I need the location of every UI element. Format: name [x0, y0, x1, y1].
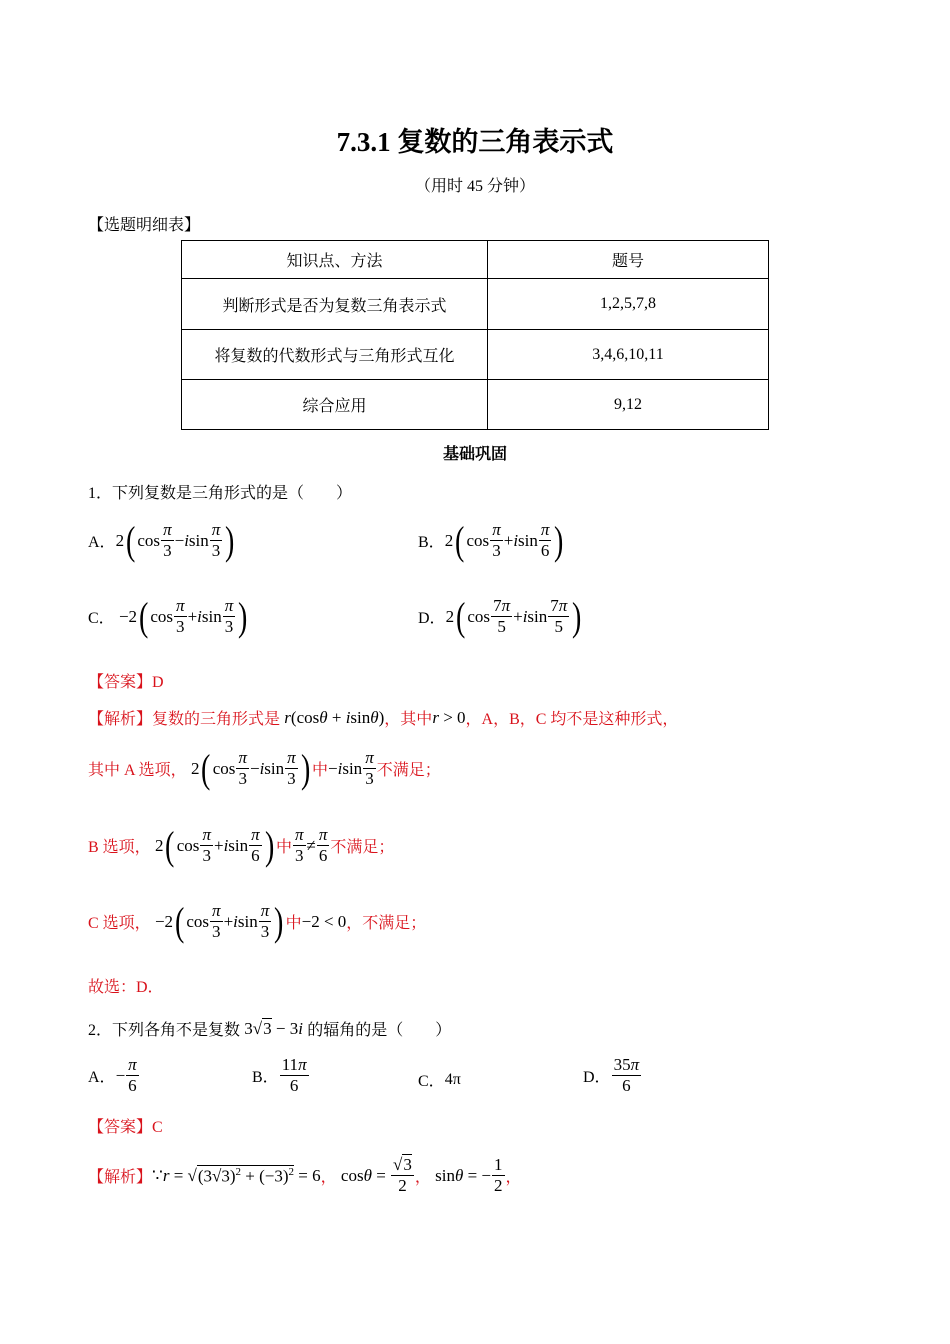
table-cell: 1,2,5,7,8 [488, 279, 769, 330]
formula: r(cosθ + isinθ) [284, 707, 385, 727]
option-label: B． [252, 1069, 279, 1086]
table-cell: 将复数的代数形式与三角形式互化 [182, 330, 488, 380]
time-note: （用时 45 分钟） [414, 178, 535, 195]
separator: ， [414, 1169, 431, 1186]
table-cell: 9,12 [488, 380, 769, 430]
analysis-text: 其中 A 选项， [88, 762, 187, 779]
table-row [182, 279, 769, 330]
formula: 2 ( cos $\frac{\pi}{3}$ + i sin $\frac{\pi}{6}$ ) [150, 822, 275, 868]
q1-option-d [418, 593, 584, 639]
q1-analysis-line-a [88, 745, 441, 791]
table-cell: 综合应用 [182, 380, 488, 430]
table-header-cell: 知识点、方法 [182, 241, 488, 279]
table-header-row [182, 241, 769, 279]
table-cell: 判断形式是否为复数三角表示式 [182, 279, 488, 330]
formula: cos θ = $\frac{√3}{2}$ [336, 1155, 412, 1195]
formula: 2 ( cos $\frac{\pi}{3}$ − i sin $\frac{\pi}{3}$ ) [186, 745, 311, 791]
formula: 2 ( cos $\frac{\pi}{3}$ − i sin $\frac{\pi}{3}$ ) [115, 517, 235, 563]
q1-conclusion: 故选：D． [88, 979, 164, 996]
formula: 4π [444, 1070, 461, 1088]
question-text: 2．下列各角不是复数 [88, 1022, 241, 1039]
formula: −2 ( cos $\frac{\pi}{3}$ + i sin $\frac{\pi}{3}$ ) [114, 593, 248, 639]
option-label: A． [88, 1069, 116, 1086]
analysis-text: ，不满足； [346, 915, 427, 932]
formula: $\frac{35\pi}{6}$ [613, 1055, 640, 1095]
analysis-text: 中 [285, 915, 302, 932]
q2-option-c [418, 1068, 461, 1091]
option-label: A． [88, 534, 116, 551]
table-row [182, 380, 769, 430]
q2-option-d [583, 1055, 642, 1096]
analysis-text: ，A，B，C 均不是这种形式， [465, 711, 679, 728]
analysis-label: 【解析】 [88, 1169, 153, 1186]
q2-analysis [88, 1155, 522, 1196]
table-header-cell: 题号 [488, 241, 769, 279]
analysis-text: 复数的三角形式是 [152, 711, 281, 728]
formula: $\frac{11\pi}{6}$ [281, 1055, 307, 1095]
separator: ， [320, 1169, 337, 1186]
formula: 3√3 − 3i [240, 1018, 303, 1038]
formula: sin θ = − $\frac{1}{2}$ [430, 1155, 503, 1195]
q1-option-b [418, 517, 566, 563]
topic-table [181, 240, 769, 430]
formula: r > 0 [432, 707, 466, 727]
q1-stem: 1．下列复数是三角形式的是（ ） [88, 485, 353, 502]
formula: 2 ( cos $\frac{\pi}{3}$ + i sin $\frac{\pi}{6}$ ) [444, 517, 564, 563]
q1-answer: 【答案】D [88, 674, 164, 691]
option-label: B． [418, 534, 445, 551]
q2-answer: 【答案】C [88, 1119, 163, 1136]
option-label: D． [583, 1069, 611, 1086]
formula: −2 < 0 [301, 911, 347, 931]
q2-option-a [88, 1055, 140, 1096]
table-label: 【选题明细表】 [88, 217, 201, 234]
formula: −2 ( cos $\frac{\pi}{3}$ + i sin $\frac{\pi}{3}$ ) [150, 898, 284, 944]
page-title: 7.3.1 复数的三角表示式 [336, 127, 614, 157]
q1-option-a [88, 517, 237, 563]
option-label: C． [88, 610, 115, 627]
question-text: 的辐角的是（ ） [307, 1022, 452, 1039]
analysis-text: 不满足； [376, 762, 441, 779]
analysis-text: B 选项， [88, 839, 151, 856]
option-label: C． [418, 1073, 445, 1090]
analysis-text: 中 [276, 839, 293, 856]
analysis-text: 不满足； [330, 839, 395, 856]
option-label: D． [418, 610, 446, 627]
formula: − $\frac{\pi}{6}$ [115, 1055, 137, 1095]
q1-analysis-line-b [88, 822, 395, 868]
q2-option-b [252, 1055, 310, 1096]
analysis-text: ，其中 [384, 711, 433, 728]
formula: − i sin $\frac{\pi}{3}$ [328, 748, 374, 788]
analysis-text: C 选项， [88, 915, 151, 932]
formula: $\frac{\pi}{3}$ ≠ $\frac{\pi}{6}$ [295, 825, 328, 865]
analysis-text: 中 [312, 762, 329, 779]
separator: ， [505, 1169, 522, 1186]
analysis-label: 【解析】 [88, 711, 153, 728]
q1-analysis-line1 [88, 706, 678, 729]
formula: ∵ r = √ $(3√3)^2 + (-3)^2$ = 6 [152, 1165, 321, 1186]
q1-option-c [88, 593, 250, 639]
table-row [182, 330, 769, 380]
q2-stem [88, 1017, 451, 1040]
table-cell: 3,4,6,10,11 [488, 330, 769, 380]
formula: 2 ( cos $\frac{7\pi}{5}$ + i sin $\frac{7\pi}{5}$ ) [445, 593, 582, 639]
section-title: 基础巩固 [442, 446, 507, 463]
q1-analysis-line-c [88, 898, 427, 944]
